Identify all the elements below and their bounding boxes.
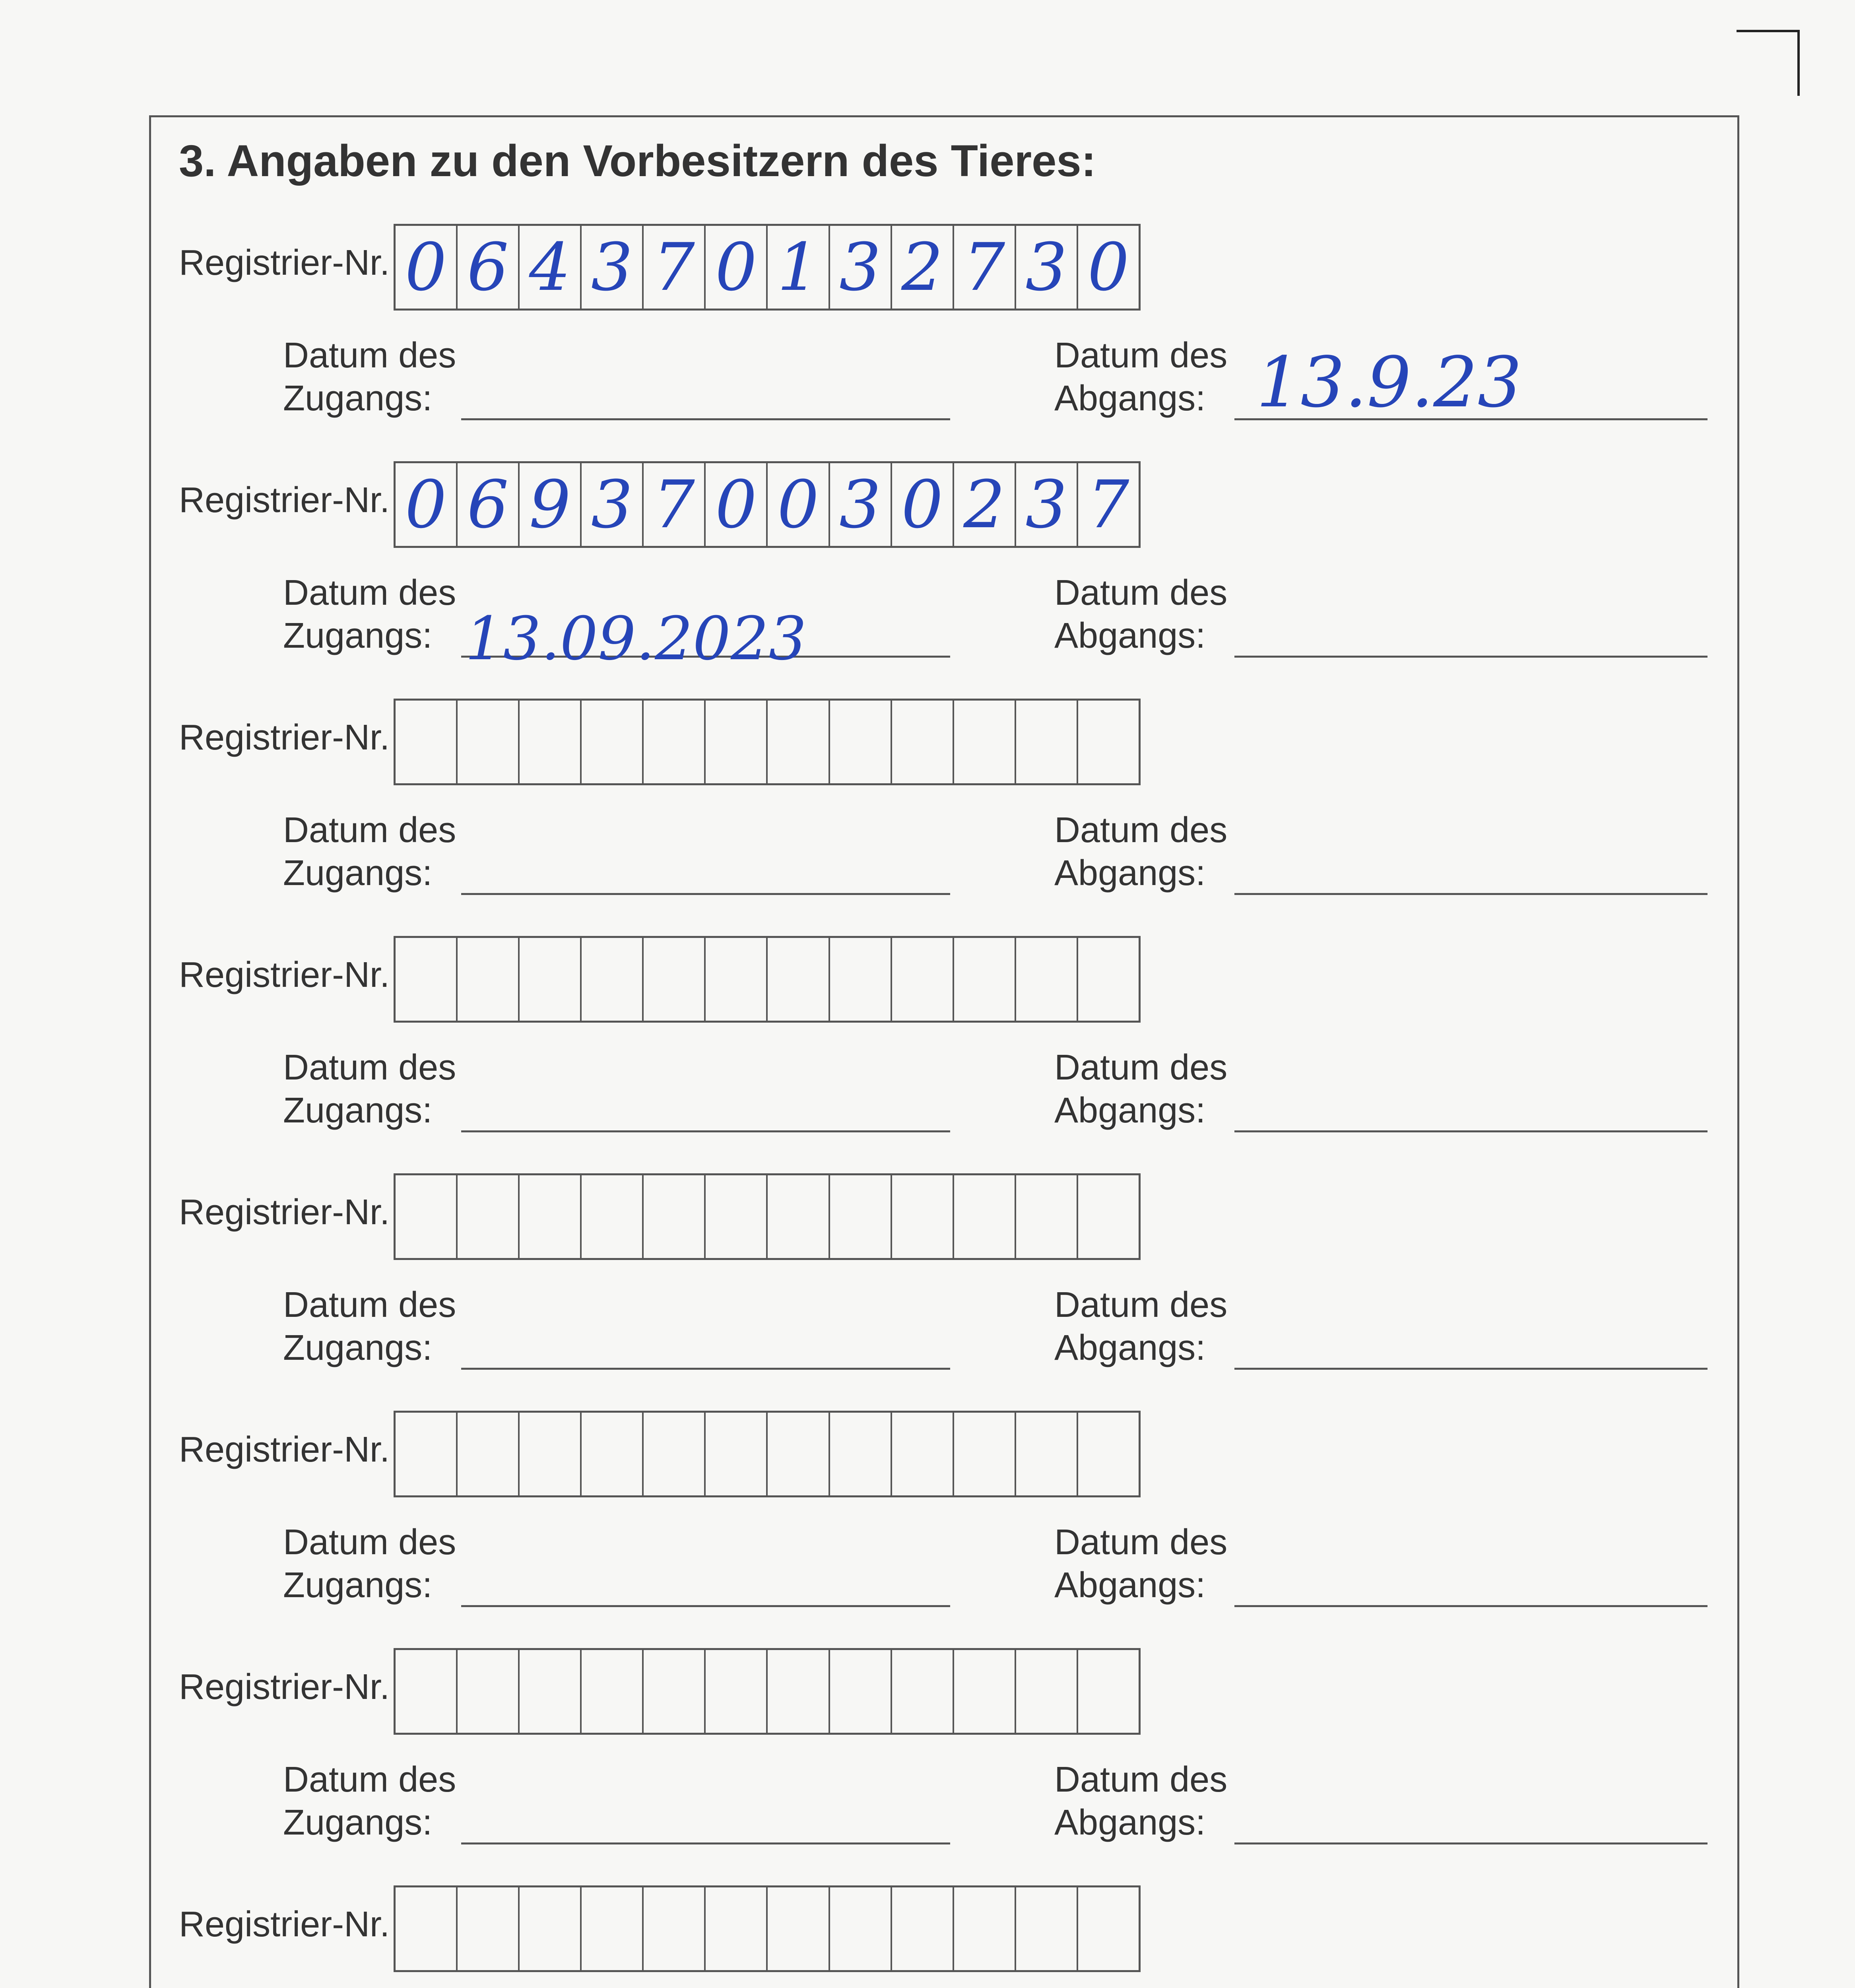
registrier-nr-digit[interactable] (706, 1413, 768, 1495)
registrier-nr-digit[interactable]: 0 (706, 463, 768, 546)
registrier-nr-digit[interactable] (458, 938, 520, 1021)
registrier-nr-digit[interactable] (1078, 1650, 1139, 1733)
registrier-nr-digit[interactable]: 3 (830, 463, 892, 546)
registrier-nr-digit[interactable]: 7 (1087, 466, 1129, 543)
registrier-nr-digit[interactable] (396, 1650, 458, 1733)
zugang-line (461, 1368, 950, 1370)
abgang-date-value[interactable]: 13.9.23 (1256, 342, 1522, 423)
registrier-nr-digit[interactable] (1078, 701, 1139, 783)
registrier-nr-digit[interactable]: 6 (458, 463, 520, 546)
registrier-nr-digit[interactable] (644, 701, 706, 783)
registrier-nr-digit[interactable] (520, 701, 582, 783)
registrier-nr-digit[interactable] (892, 1887, 954, 1970)
zugang-line (461, 1842, 950, 1844)
zugang-line (461, 1605, 950, 1607)
zugang-label-line1: Datum des (283, 1760, 456, 1800)
abgang-label (1054, 571, 1227, 657)
zugang-label-line1: Datum des (283, 573, 456, 613)
registrier-nr-digit[interactable] (830, 701, 892, 783)
zugang-label-line2: Zugangs: (283, 616, 433, 656)
registrier-nr-boxes (394, 224, 1141, 311)
registrier-nr-digit[interactable] (830, 1175, 892, 1258)
registrier-nr-digit[interactable] (768, 1413, 830, 1495)
registrier-nr-boxes (394, 936, 1141, 1023)
zugang-label-line2: Zugangs: (283, 1565, 433, 1605)
abgang-label-line2: Abgangs: (1054, 1565, 1206, 1605)
registrier-nr-digit[interactable]: 2 (892, 226, 954, 309)
registrier-nr-digit[interactable] (644, 1650, 706, 1733)
registrier-nr-label: Registrier-Nr. (179, 1667, 390, 1707)
abgang-label-line1: Datum des (1054, 810, 1228, 850)
section-3-title: 3. Angaben zu den Vorbesitzern des Tieres: (179, 136, 1096, 186)
registrier-nr-digit[interactable] (1016, 701, 1078, 783)
registrier-nr-digit[interactable] (706, 1650, 768, 1733)
registrier-nr-digit[interactable] (1016, 1650, 1078, 1733)
registrier-nr-digit[interactable] (644, 1175, 706, 1258)
registrier-nr-digit[interactable]: 3 (1016, 463, 1078, 546)
zugang-label (283, 571, 456, 657)
registrier-nr-digit[interactable] (706, 1175, 768, 1258)
abgang-label-line2: Abgangs: (1054, 616, 1206, 656)
registrier-nr-digit[interactable]: 7 (644, 463, 706, 546)
registrier-nr-digit[interactable] (1078, 1887, 1139, 1970)
abgang-label (1054, 1521, 1227, 1607)
abgang-label-line1: Datum des (1054, 336, 1228, 375)
registrier-nr-digit[interactable]: 0 (396, 463, 458, 546)
registrier-nr-label: Registrier-Nr. (179, 718, 390, 757)
registrier-nr-digit[interactable] (644, 938, 706, 1021)
abgang-label (1054, 334, 1227, 420)
registrier-nr-label: Registrier-Nr. (179, 480, 390, 520)
abgang-label-line1: Datum des (1054, 1760, 1228, 1800)
registrier-nr-digit[interactable] (892, 1650, 954, 1733)
registrier-nr-digit[interactable] (830, 1413, 892, 1495)
zugang-label (283, 1758, 456, 1844)
registrier-nr-digit[interactable] (520, 1650, 582, 1733)
abgang-line (1234, 1130, 1708, 1132)
registrier-nr-digit[interactable] (520, 1887, 582, 1970)
registrier-nr-digit[interactable] (954, 1650, 1016, 1733)
registrier-nr-digit[interactable] (458, 701, 520, 783)
registrier-nr-digit[interactable] (892, 938, 954, 1021)
registrier-nr-digit[interactable] (458, 1650, 520, 1733)
registrier-nr-digit[interactable] (582, 701, 644, 783)
registrier-nr-digit[interactable] (706, 1887, 768, 1970)
registrier-nr-label: Registrier-Nr. (179, 955, 390, 995)
abgang-label-line1: Datum des (1054, 1285, 1228, 1325)
zugang-label-line1: Datum des (283, 810, 456, 850)
zugang-date-value[interactable]: 13.09.2023 (465, 604, 807, 674)
registrier-nr-digit[interactable]: 0 (768, 463, 830, 546)
registrier-nr-boxes (394, 1173, 1141, 1260)
registrier-nr-digit[interactable] (768, 701, 830, 783)
registrier-nr-digit[interactable] (768, 1887, 830, 1970)
registrier-nr-digit[interactable] (1078, 938, 1139, 1021)
registrier-nr-digit[interactable]: 9 (520, 463, 582, 546)
zugang-label-line2: Zugangs: (283, 853, 433, 893)
registrier-nr-digit[interactable]: 4 (520, 226, 582, 309)
registrier-nr-digit[interactable] (706, 938, 768, 1021)
registrier-nr-digit[interactable] (1016, 1887, 1078, 1970)
registrier-nr-digit[interactable] (1016, 938, 1078, 1021)
registrier-nr-digit[interactable]: 0 (892, 463, 954, 546)
registrier-nr-digit[interactable] (458, 1413, 520, 1495)
registrier-nr-digit[interactable] (892, 701, 954, 783)
registrier-nr-boxes (394, 1648, 1141, 1735)
registrier-nr-digit[interactable] (582, 1650, 644, 1733)
abgang-line (1234, 1842, 1708, 1844)
abgang-line (1234, 1605, 1708, 1607)
registrier-nr-digit[interactable]: 0 (706, 226, 768, 309)
registrier-nr-digit[interactable] (582, 1175, 644, 1258)
registrier-nr-boxes (394, 699, 1141, 785)
registrier-nr-digit[interactable]: 7 (954, 226, 1016, 309)
registrier-nr-digit[interactable] (396, 701, 458, 783)
zugang-label (283, 1046, 456, 1132)
registrier-nr-digit[interactable] (954, 1413, 1016, 1495)
registrier-nr-digit[interactable] (768, 1650, 830, 1733)
registrier-nr-digit[interactable] (954, 1887, 1016, 1970)
registrier-nr-digit[interactable] (830, 1650, 892, 1733)
registrier-nr-digit[interactable] (396, 1175, 458, 1258)
zugang-label-line2: Zugangs: (283, 1803, 433, 1842)
registrier-nr-label: Registrier-Nr. (179, 1905, 390, 1944)
zugang-line (461, 418, 950, 420)
registrier-nr-digit[interactable] (1016, 1175, 1078, 1258)
abgang-label-line1: Datum des (1054, 1048, 1228, 1087)
registrier-nr-digit[interactable] (830, 1887, 892, 1970)
registrier-nr-digit[interactable] (954, 938, 1016, 1021)
registrier-nr-digit[interactable] (396, 938, 458, 1021)
registrier-nr-digit[interactable]: 1 (768, 226, 830, 309)
registrier-nr-digit[interactable]: 3 (1016, 226, 1078, 309)
zugang-label-line1: Datum des (283, 336, 456, 375)
registrier-nr-digit[interactable] (458, 1887, 520, 1970)
registrier-nr-digit[interactable] (582, 938, 644, 1021)
zugang-label (283, 1521, 456, 1607)
zugang-label-line2: Zugangs: (283, 1328, 433, 1368)
registrier-nr-digit[interactable] (892, 1413, 954, 1495)
registrier-nr-digit[interactable]: 3 (582, 463, 644, 546)
zugang-label-line1: Datum des (283, 1522, 456, 1562)
registrier-nr-digit[interactable] (768, 1175, 830, 1258)
registrier-nr-digit[interactable] (954, 1175, 1016, 1258)
registrier-nr-digit[interactable] (706, 701, 768, 783)
registrier-nr-digit[interactable] (830, 938, 892, 1021)
registrier-nr-digit[interactable]: 3 (582, 226, 644, 309)
registrier-nr-digit[interactable]: 3 (830, 226, 892, 309)
zugang-label-line1: Datum des (283, 1048, 456, 1087)
corner-crop-mark (1737, 30, 1800, 96)
abgang-label (1054, 1283, 1227, 1369)
zugang-label (283, 809, 456, 895)
zugang-line (461, 893, 950, 895)
registrier-nr-digit[interactable] (644, 1413, 706, 1495)
registrier-nr-boxes (394, 461, 1141, 548)
registrier-nr-digit[interactable] (396, 1887, 458, 1970)
zugang-label-line2: Zugangs: (283, 1091, 433, 1130)
registrier-nr-digit[interactable] (954, 701, 1016, 783)
zugang-label (283, 334, 456, 420)
abgang-label-line2: Abgangs: (1054, 379, 1206, 418)
abgang-line (1234, 1368, 1708, 1370)
registrier-nr-digit[interactable] (582, 1887, 644, 1970)
registrier-nr-digit[interactable]: 0 (1087, 229, 1129, 305)
registrier-nr-digit[interactable]: 2 (954, 463, 1016, 546)
registrier-nr-digit[interactable] (396, 1413, 458, 1495)
registrier-nr-label: Registrier-Nr. (179, 1430, 390, 1470)
abgang-label (1054, 1046, 1227, 1132)
registrier-nr-digit[interactable]: 6 (458, 226, 520, 309)
registrier-nr-digit[interactable] (520, 938, 582, 1021)
zugang-label-line2: Zugangs: (283, 379, 433, 418)
registrier-nr-digit[interactable] (582, 1413, 644, 1495)
registrier-nr-digit[interactable] (1078, 1175, 1139, 1258)
registrier-nr-digit[interactable] (644, 1887, 706, 1970)
registrier-nr-digit[interactable] (892, 1175, 954, 1258)
registrier-nr-digit[interactable] (458, 1175, 520, 1258)
abgang-label-line2: Abgangs: (1054, 1803, 1206, 1842)
zugang-label (283, 1283, 456, 1369)
abgang-line (1234, 656, 1708, 658)
registrier-nr-digit[interactable]: 0 (396, 226, 458, 309)
abgang-label (1054, 809, 1227, 895)
registrier-nr-digit[interactable] (768, 938, 830, 1021)
abgang-line (1234, 893, 1708, 895)
abgang-label-line2: Abgangs: (1054, 1091, 1206, 1130)
registrier-nr-label: Registrier-Nr. (179, 1192, 390, 1232)
zugang-line (461, 1130, 950, 1132)
zugang-label-line1: Datum des (283, 1285, 456, 1325)
registrier-nr-digit[interactable]: 7 (644, 226, 706, 309)
abgang-label (1054, 1758, 1227, 1844)
registrier-nr-digit[interactable] (1016, 1413, 1078, 1495)
abgang-label-line2: Abgangs: (1054, 1328, 1206, 1368)
registrier-nr-digit[interactable] (1078, 1413, 1139, 1495)
abgang-label-line1: Datum des (1054, 573, 1228, 613)
registrier-nr-label: Registrier-Nr. (179, 243, 390, 283)
registrier-nr-digit[interactable] (520, 1175, 582, 1258)
registrier-nr-boxes (394, 1885, 1141, 1972)
abgang-label-line1: Datum des (1054, 1522, 1228, 1562)
registrier-nr-boxes (394, 1411, 1141, 1497)
registrier-nr-digit[interactable] (520, 1413, 582, 1495)
abgang-label-line2: Abgangs: (1054, 853, 1206, 893)
